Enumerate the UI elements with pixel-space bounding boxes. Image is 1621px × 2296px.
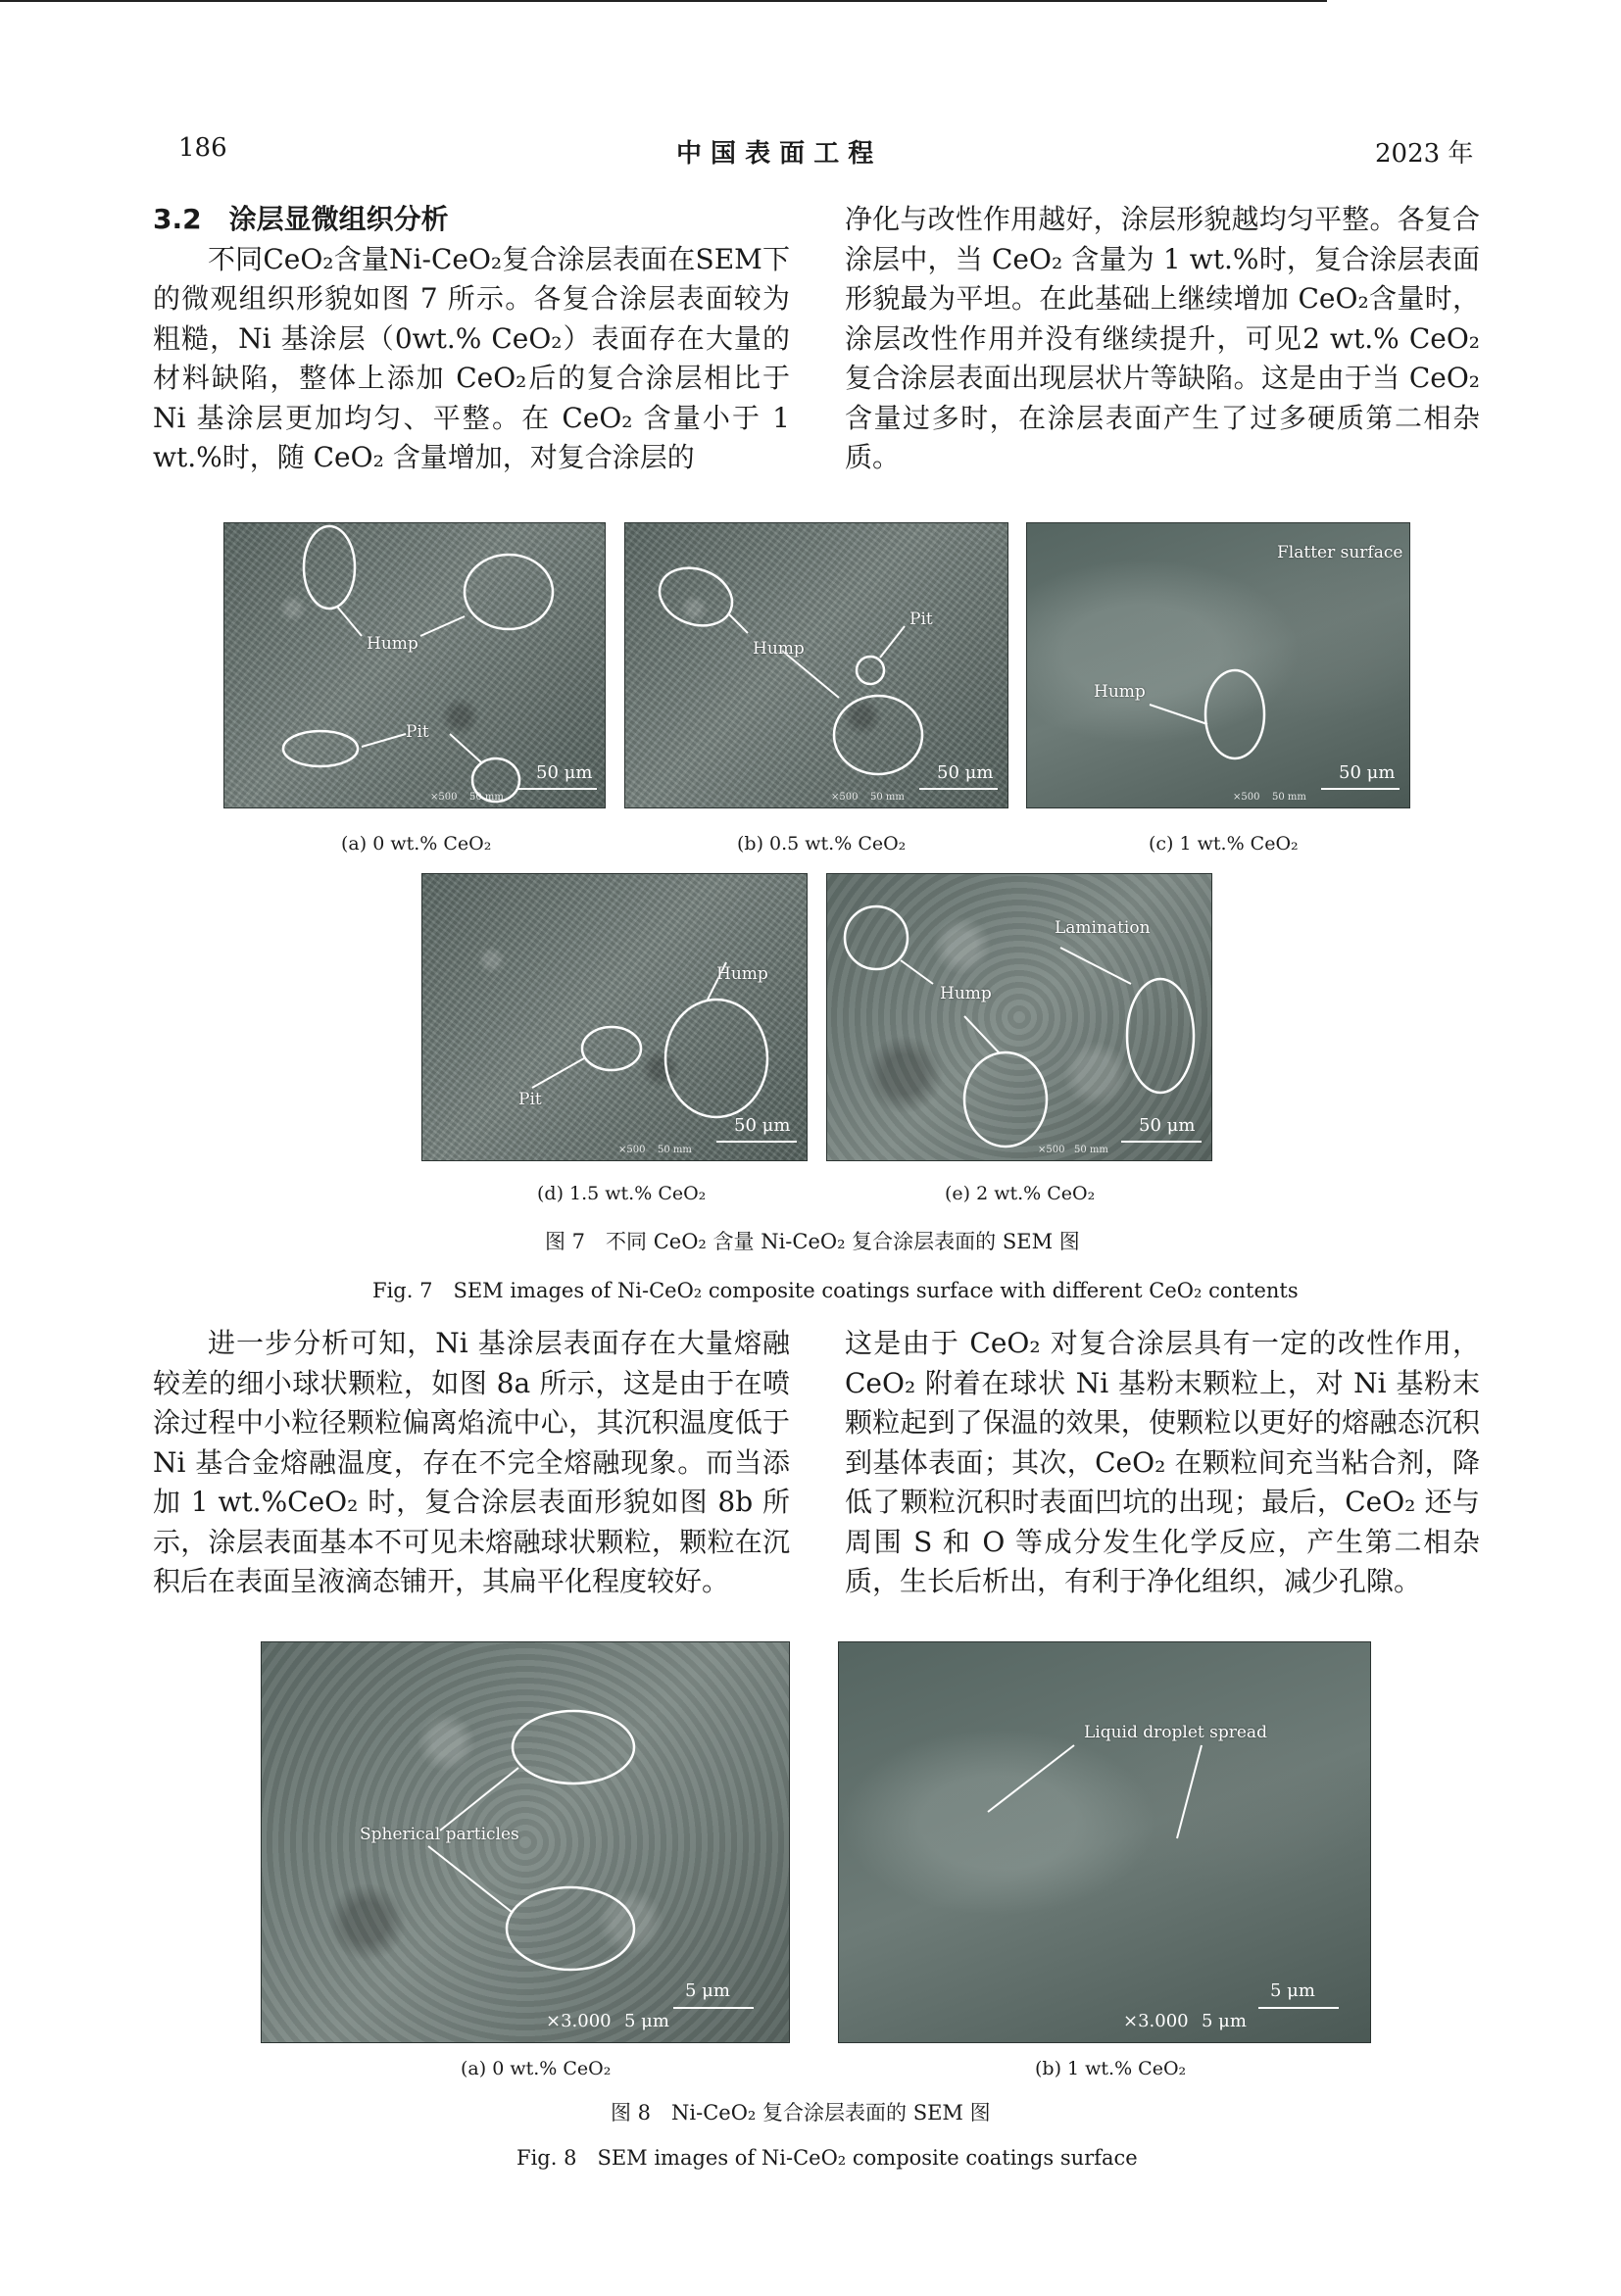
scale-label: 50 μm — [734, 1115, 791, 1136]
scale-bar — [673, 2007, 754, 2009]
leader-line — [901, 960, 933, 984]
scale-bar — [716, 1141, 797, 1143]
year: 2023 年 — [1375, 139, 1474, 169]
label-pit: Pit — [406, 722, 429, 742]
label-flatter-surface: Flatter surface — [1277, 543, 1403, 562]
subcaption-a: (a) 0 wt.% CeO₂ — [341, 833, 492, 855]
hump-circle — [964, 1052, 1047, 1147]
paragraph: 净化与改性作用越好，涂层形貌越均匀平整。各复合涂层中，当 CeO₂ 含量为 1 wt.%时，复合涂层表面形貌最为平坦。在此基础上继续增加 CeO₂含量时，涂层改性作用并没有继续提升，可见2 wt.% CeO₂ 复合涂层表面出现层状片等缺陷。这是由于当 CeO₂ 含量过多时，在涂层表面产生了过多硬质第二相杂质。 — [845, 203, 1480, 473]
subcaption-8b: (b) 1 wt.% CeO₂ — [1035, 2058, 1187, 2079]
paragraph: 不同CeO₂含量Ni-CeO₂复合涂层表面在SEM下的微观组织形貌如图 7 所示。各复合涂层表面较为粗糙，Ni 基涂层（0wt.% CeO₂）表面存在大量的材料缺陷，整体上添加 CeO₂后的复合涂层相比于 Ni 基涂层更加均匀、平整。在 CeO₂ 含量小于 1 wt.%时，随 CeO₂ 含量增加，对复合涂层的 — [153, 242, 790, 473]
leader-line — [964, 1016, 1000, 1053]
subcaption-e: (e) 2 wt.% CeO₂ — [945, 1183, 1096, 1204]
subcaption-8a: (a) 0 wt.% CeO₂ — [461, 2058, 612, 2079]
sem-image-8b — [838, 1641, 1371, 2043]
paragraph: 这是由于 CeO₂ 对复合涂层具有一定的改性作用，CeO₂ 附着在球状 Ni 基粉末颗粒上，对 Ni 基粉末颗粒起到了保温的效果，使颗粒以更好的熔融态沉积到基体表面；其次，CeO₂ 在颗粒间充当粘合剂，降低了颗粒沉积时表面凹坑的出现；最后，CeO₂ 还与周围 S 和 O 等成分发生化学反应，产生第二相杂质，生长后析出，有利于净化组织，减少孔隙。 — [845, 1327, 1480, 1597]
right-column-top — [845, 200, 1480, 478]
scale-bar — [1321, 788, 1400, 790]
left-column-top — [153, 200, 790, 478]
left-column-bottom — [153, 1324, 790, 1602]
hump-circle — [304, 526, 355, 609]
magnification: ×500 — [831, 792, 859, 803]
scale-label: 50 μm — [536, 762, 593, 783]
right-column-bottom — [845, 1324, 1480, 1602]
particle-circle — [513, 1711, 634, 1783]
scale-meta: 50 mm — [469, 792, 504, 803]
subcaption-c: (c) 1 wt.% CeO₂ — [1149, 833, 1299, 855]
hump-circle — [845, 906, 908, 969]
leader-line — [440, 1768, 518, 1831]
scale-bar — [1258, 2007, 1339, 2009]
magnification: ×500 — [618, 1145, 646, 1155]
scale-label: 50 μm — [1139, 1115, 1196, 1136]
leader-line — [420, 616, 465, 636]
hump-circle — [665, 1000, 767, 1117]
header-rule — [0, 0, 1327, 2]
hump-circle — [1205, 670, 1264, 758]
leader-line — [1177, 1745, 1202, 1838]
leader-line — [532, 1058, 584, 1088]
leader-line — [362, 734, 406, 747]
sem-image-d — [421, 873, 808, 1161]
scale-label-top: 5 μm — [1270, 1980, 1315, 2001]
subcaption-b: (b) 0.5 wt.% CeO₂ — [737, 833, 907, 855]
scale-meta: 50 mm — [1074, 1145, 1108, 1155]
sem-image-8a — [261, 1641, 790, 2043]
label-hump: Hump — [753, 639, 805, 659]
hump-circle — [465, 555, 553, 629]
pit-circle — [283, 731, 358, 766]
sem-image-b — [624, 522, 1008, 808]
section-title: 3.2 涂层显微组织分析 — [153, 203, 449, 235]
magnification: ×500 — [1038, 1145, 1065, 1155]
leader-line — [880, 626, 905, 658]
magnification: ×3.000 — [546, 2011, 612, 2031]
journal-title: 中 国 表 面 工 程 — [676, 139, 874, 169]
scale-bar — [919, 788, 998, 790]
hump-circle — [652, 559, 741, 636]
label-hump: Hump — [716, 964, 768, 984]
leader-line — [450, 734, 481, 762]
label-liquid-droplet-spread: Liquid droplet spread — [1084, 1723, 1267, 1742]
scale-meta: 50 mm — [658, 1145, 692, 1155]
label-pit: Pit — [909, 610, 933, 629]
scale-label: 5 μm — [624, 2011, 669, 2031]
scale-meta: 50 mm — [870, 792, 905, 803]
scale-bar — [1121, 1141, 1202, 1143]
scale-bar — [518, 788, 597, 790]
scale-label: 50 μm — [1339, 762, 1396, 783]
label-pit: Pit — [518, 1090, 542, 1109]
page-number: 186 — [178, 133, 227, 163]
sem-image-c — [1026, 522, 1410, 808]
figure-7-caption-en: Fig. 7 SEM images of Ni-CeO₂ composite coatings surface with different CeO₂ contents — [372, 1279, 1299, 1302]
leader-line — [337, 607, 362, 636]
leader-line — [1150, 705, 1207, 724]
pit-circle — [857, 657, 884, 684]
hump-circle — [834, 696, 922, 774]
label-hump: Hump — [367, 634, 418, 654]
figure-8-caption-cn: 图 8 Ni-CeO₂ 复合涂层表面的 SEM 图 — [611, 2101, 991, 2125]
scale-label: 5 μm — [1202, 2011, 1247, 2031]
lamination-circle — [1127, 979, 1194, 1093]
subcaption-d: (d) 1.5 wt.% CeO₂ — [537, 1183, 707, 1204]
paragraph: 进一步分析可知，Ni 基涂层表面存在大量熔融较差的细小球状颗粒，如图 8a 所示，这是由于在喷涂过程中小粒径颗粒偏离焰流中心，其沉积温度低于 Ni 基合金熔融温度，存在不完全熔融现象。而当添加 1 wt.%CeO₂ 时，复合涂层表面形貌如图 8b 所示，涂层表面基本不可见未熔融球状颗粒，颗粒在沉积后在表面呈液滴态铺开，其扁平化程度较好。 — [153, 1327, 790, 1597]
scale-label-top: 5 μm — [685, 1980, 730, 2001]
figure-7-caption-cn: 图 7 不同 CeO₂ 含量 Ni-CeO₂ 复合涂层表面的 SEM 图 — [545, 1230, 1080, 1253]
magnification: ×500 — [430, 792, 458, 803]
pit-circle — [582, 1027, 641, 1070]
sem-image-a — [223, 522, 606, 808]
particle-circle — [507, 1887, 634, 1970]
scale-meta: 50 mm — [1272, 792, 1306, 803]
leader-line — [728, 613, 748, 633]
label-lamination: Lamination — [1055, 918, 1151, 938]
leader-line — [988, 1745, 1074, 1812]
label-hump: Hump — [940, 984, 992, 1003]
label-hump: Hump — [1094, 682, 1146, 702]
leader-line — [1060, 948, 1131, 984]
magnification: ×500 — [1233, 792, 1260, 803]
sem-image-e — [826, 873, 1212, 1161]
figure-8-caption-en: Fig. 8 SEM images of Ni-CeO₂ composite coatings surface — [516, 2146, 1138, 2170]
magnification: ×3.000 — [1123, 2011, 1189, 2031]
leader-line — [428, 1846, 512, 1912]
scale-label: 50 μm — [937, 762, 994, 783]
label-spherical-particles: Spherical particles — [360, 1825, 519, 1844]
